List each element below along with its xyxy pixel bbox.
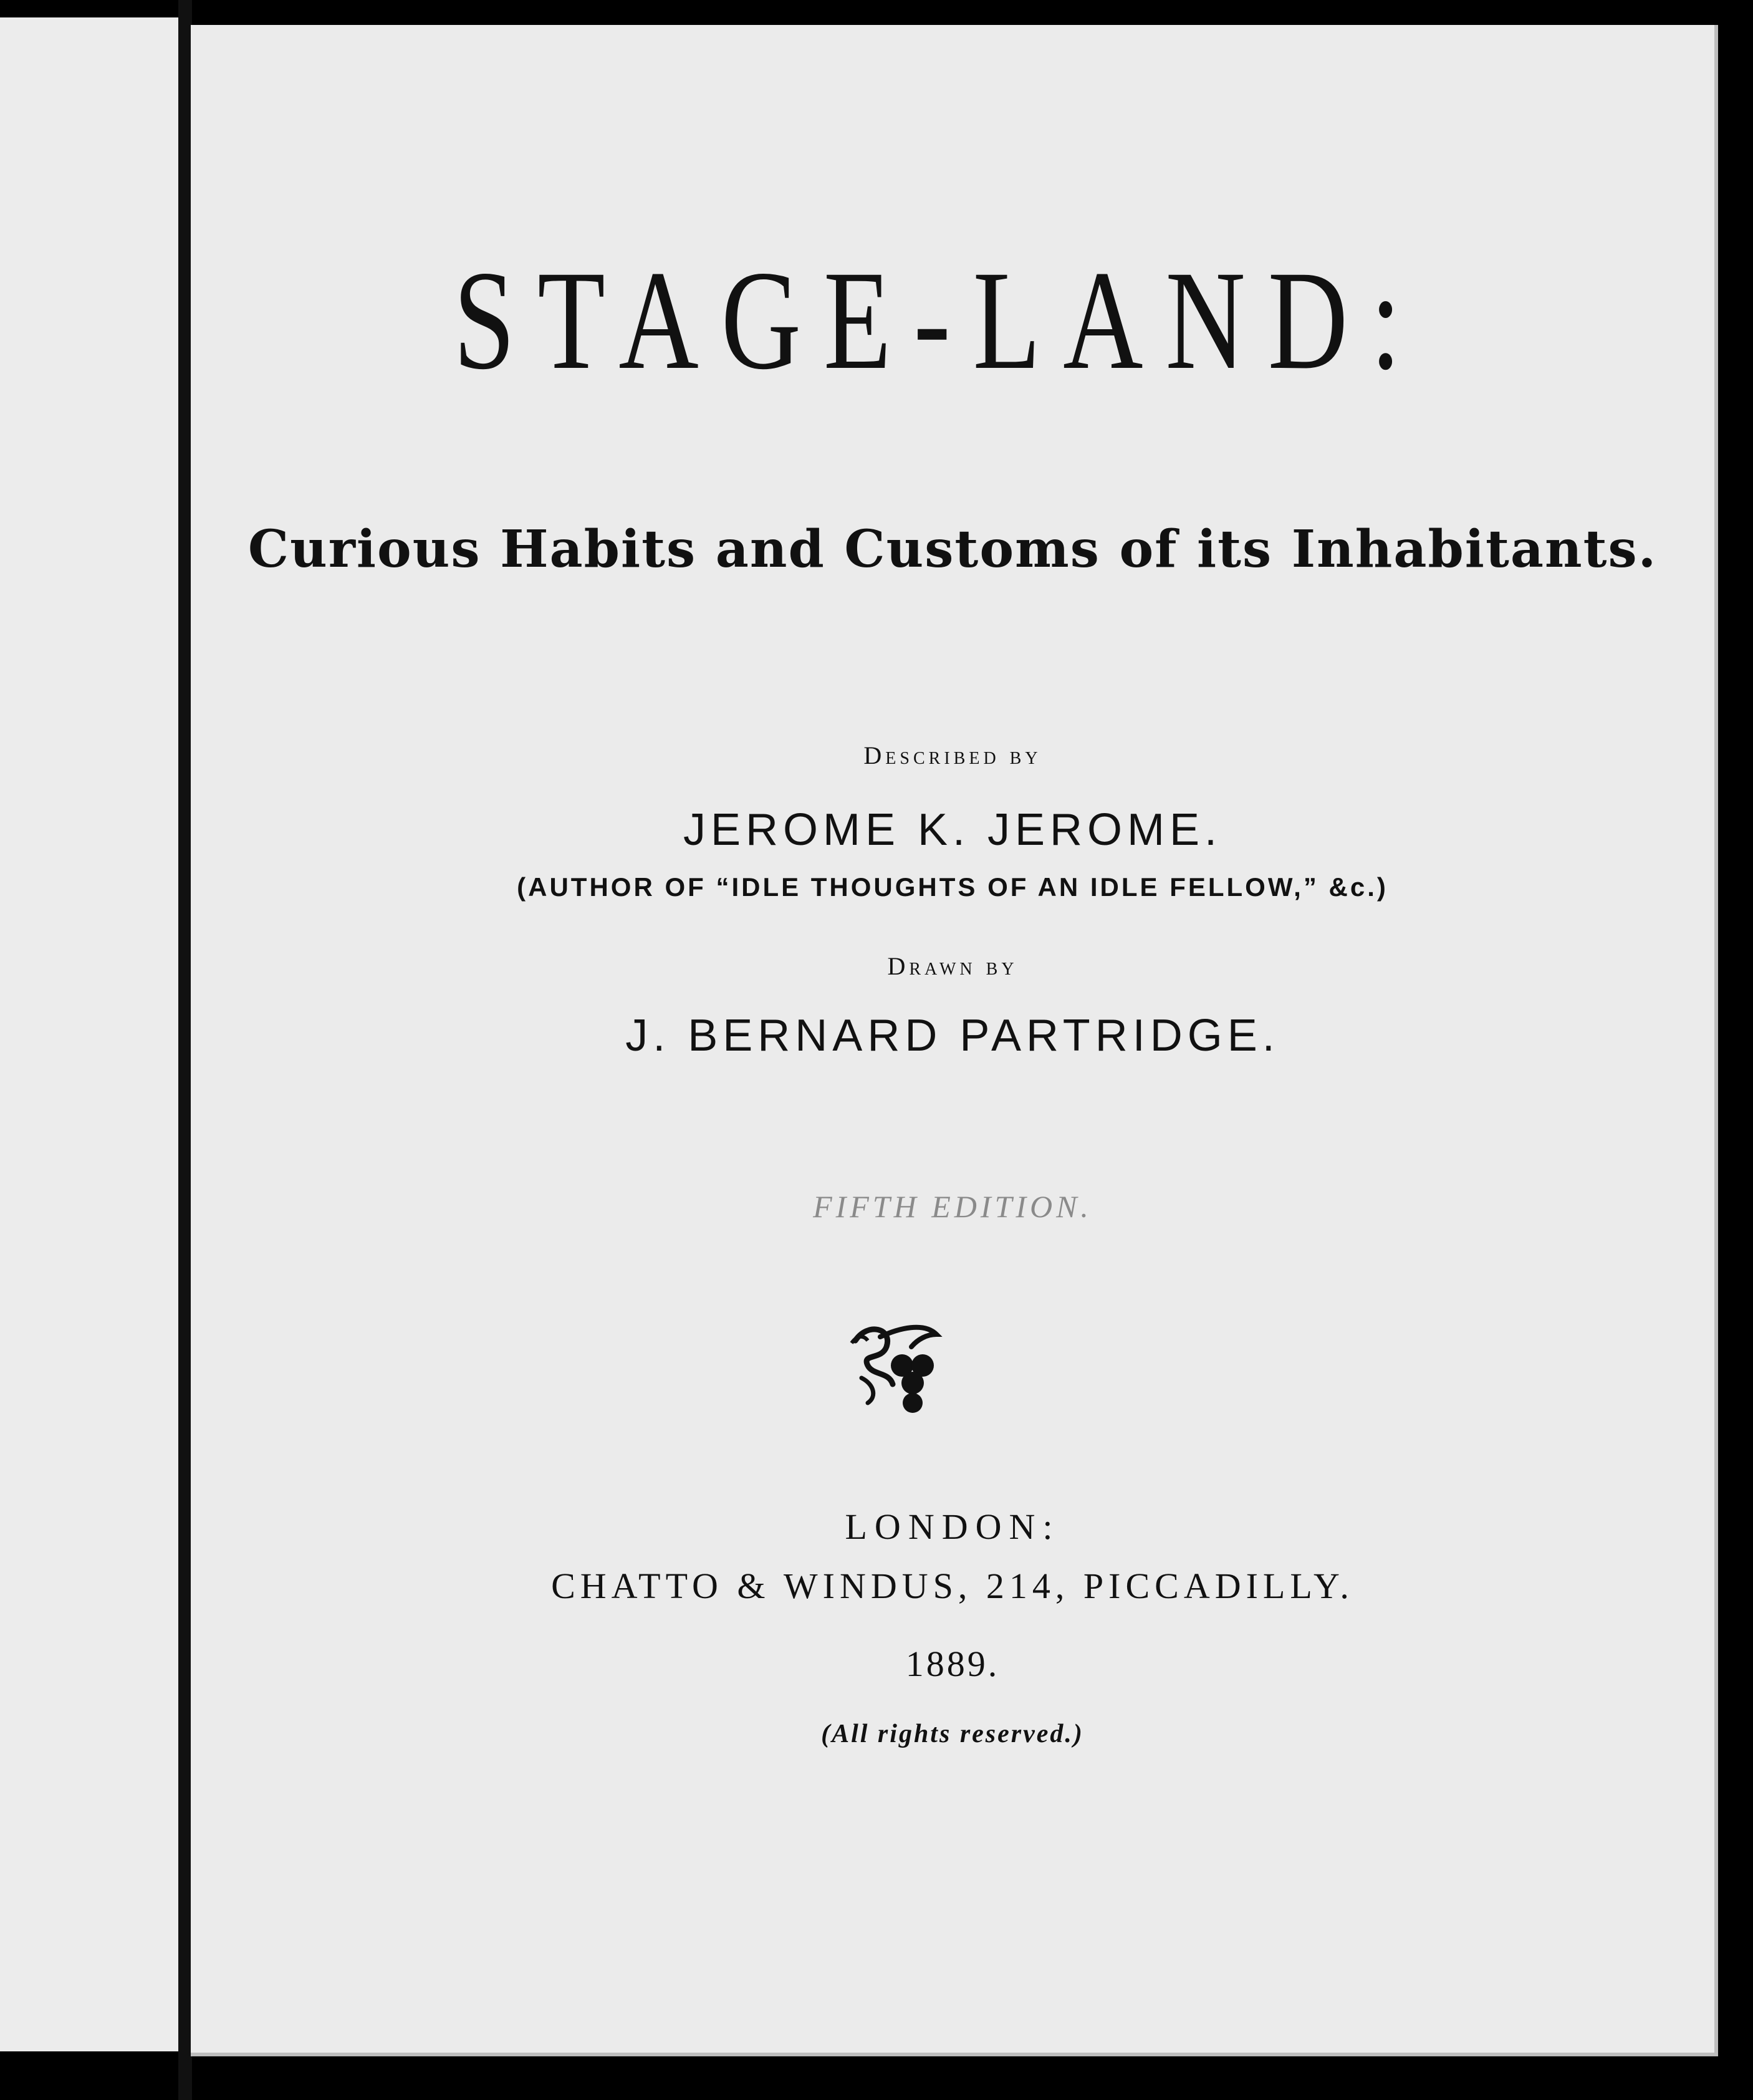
book-title: STAGE-LAND: <box>453 242 1424 399</box>
verso-page-edge <box>0 17 178 2051</box>
book-gutter <box>178 0 192 2100</box>
illustrator-name: J. BERNARD PARTRIDGE. <box>625 1011 1280 1061</box>
edition-stamp: FIFTH EDITION. <box>813 1189 1092 1224</box>
described-by-label: Described by <box>863 741 1042 769</box>
author-name: JEROME K. JEROME. <box>683 805 1222 855</box>
grape-vine-ornament-icon <box>843 1316 943 1415</box>
rights-notice: (All rights reserved.) <box>821 1720 1084 1748</box>
author-note: (AUTHOR OF “IDLE THOUGHTS OF AN IDLE FELLOW,” &c.) <box>517 872 1388 902</box>
drawn-by-label: Drawn by <box>887 952 1018 980</box>
publisher-line: CHATTO & WINDUS, 214, PICCADILLY. <box>551 1566 1354 1606</box>
publication-year: 1889. <box>905 1644 1000 1684</box>
title-page <box>191 25 1718 2056</box>
publication-place: LONDON: <box>845 1506 1060 1547</box>
book-subtitle: Curious Habits and Customs of its Inhabitants. <box>247 519 1658 579</box>
